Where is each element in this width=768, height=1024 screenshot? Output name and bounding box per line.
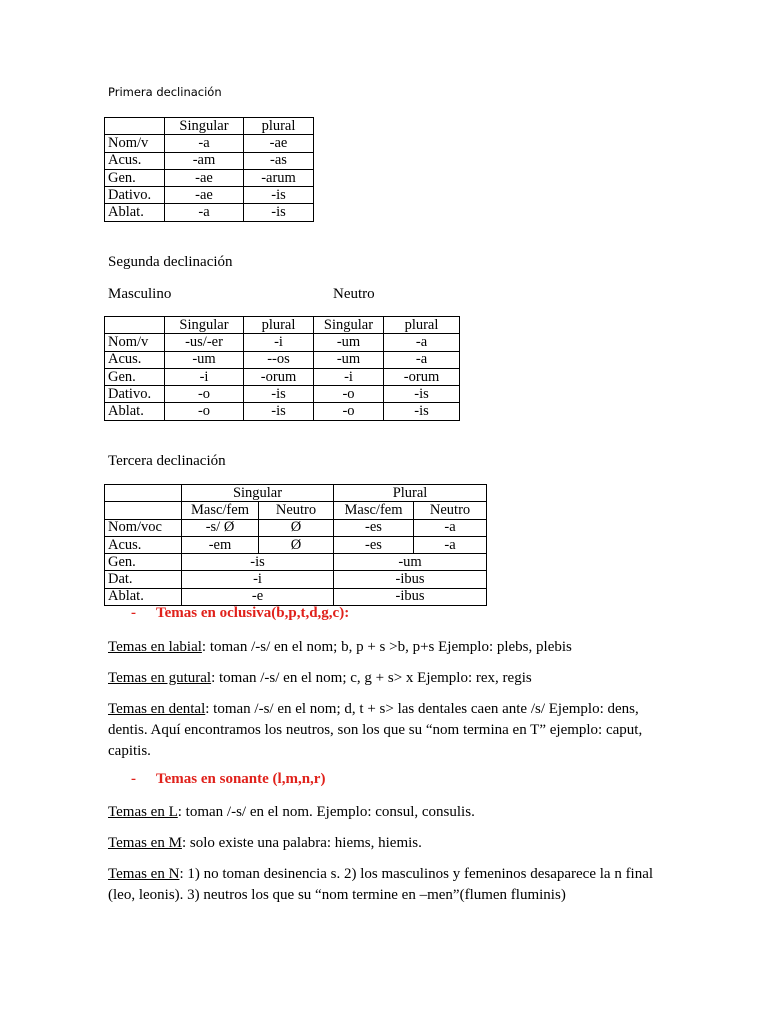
- table-cell: -um: [165, 351, 244, 368]
- table-cell: -ibus: [334, 571, 487, 588]
- table-cell: -e: [182, 588, 334, 605]
- table-cell: -um: [314, 351, 384, 368]
- table-cell: -i: [182, 571, 334, 588]
- masculino-label: Masculino: [108, 286, 172, 302]
- table-header-row: [105, 502, 487, 519]
- paragraph-gutural: [108, 668, 668, 689]
- table-cell: -um: [314, 334, 384, 351]
- table-cell: Gen.: [105, 169, 165, 186]
- primera-table: [104, 117, 314, 222]
- definition: : toman /-s/ en el nom. Ejemplo: consul, consulis.: [177, 804, 475, 820]
- table-row: [105, 187, 314, 204]
- tercera-title: Tercera declinación: [108, 453, 226, 469]
- table-cell: -i: [165, 368, 244, 385]
- segunda-title: Segunda declinación: [108, 254, 233, 270]
- table-cell: Ablat.: [105, 204, 165, 221]
- paragraph-labial: [108, 637, 668, 658]
- table-cell: Acus.: [105, 536, 182, 553]
- table-cell: --os: [244, 351, 314, 368]
- table-cell: -o: [165, 386, 244, 403]
- table-row: [105, 536, 487, 553]
- table-cell: -a: [384, 334, 460, 351]
- table-row: [105, 152, 314, 169]
- table-cell: -as: [244, 152, 314, 169]
- table-row: [105, 351, 460, 368]
- definition: : toman /-s/ en el nom; b, p + s >b, p+s Ejemplo: plebs, plebis: [201, 639, 572, 655]
- table-cell: -is: [244, 204, 314, 221]
- paragraph-dental: [108, 699, 663, 762]
- table-cell: Masc/fem: [334, 502, 414, 519]
- definition: : toman /-s/ en el nom; d, t + s> las dentales caen ante /s/ Ejemplo: dens, dentis. Aquí encontramos los neutros, son los que su “nom termina en T” ejemplo: caput, capitis.: [108, 701, 643, 759]
- table-header-row: [105, 317, 460, 334]
- bullet-text: Temas en oclusiva(b,p,t,d,g,c):: [156, 605, 350, 621]
- table-cell: [105, 317, 165, 334]
- table-cell: -s/ Ø: [182, 519, 259, 536]
- table-row: [105, 554, 487, 571]
- table-cell: Acus.: [105, 152, 165, 169]
- definition: : toman /-s/ en el nom; c, g + s> x Ejemplo: rex, regis: [211, 670, 532, 686]
- table-cell: -a: [165, 204, 244, 221]
- table-cell: -a: [384, 351, 460, 368]
- bullet-oclusiva: [131, 605, 531, 625]
- table-cell: Dativo.: [105, 187, 165, 204]
- term: Temas en N: [108, 866, 180, 882]
- term: Temas en M: [108, 835, 182, 851]
- table-cell: Singular: [165, 317, 244, 334]
- table-cell: -es: [334, 519, 414, 536]
- table-cell: plural: [244, 317, 314, 334]
- table-cell: Dativo.: [105, 386, 165, 403]
- table-cell: -is: [384, 403, 460, 420]
- table-cell: -o: [314, 386, 384, 403]
- table-cell: Singular: [314, 317, 384, 334]
- table-cell: -a: [414, 536, 487, 553]
- term: Temas en dental: [108, 701, 206, 717]
- table-cell: -is: [182, 554, 334, 571]
- table-cell: Dat.: [105, 571, 182, 588]
- table-cell: -am: [165, 152, 244, 169]
- bullet-dash: -: [131, 771, 136, 787]
- table-cell: Neutro: [259, 502, 334, 519]
- table-row: [105, 519, 487, 536]
- table-cell: Neutro: [414, 502, 487, 519]
- table-row: [105, 386, 460, 403]
- table-row: [105, 368, 460, 385]
- primera-title: Primera declinación: [108, 85, 222, 99]
- paragraph-temas-n: [108, 864, 668, 906]
- table-cell: -em: [182, 536, 259, 553]
- table-cell: -i: [244, 334, 314, 351]
- table-cell: [105, 118, 165, 135]
- table-cell: Gen.: [105, 368, 165, 385]
- table-cell: -is: [384, 386, 460, 403]
- table-cell: -arum: [244, 169, 314, 186]
- table-cell: -orum: [384, 368, 460, 385]
- table-cell: -o: [165, 403, 244, 420]
- table-cell: -um: [334, 554, 487, 571]
- table-row: [105, 135, 314, 152]
- table-cell: plural: [244, 118, 314, 135]
- table-cell: Plural: [334, 485, 487, 502]
- term: Temas en gutural: [108, 670, 212, 686]
- table-cell: Nom/voc: [105, 519, 182, 536]
- table-header-row: [105, 118, 314, 135]
- table-cell: -a: [414, 519, 487, 536]
- table-cell: [105, 485, 182, 502]
- table-row: [105, 204, 314, 221]
- table-cell: Singular: [165, 118, 244, 135]
- tercera-table: [104, 484, 487, 606]
- table-header-row: [105, 485, 487, 502]
- neutro-label: Neutro: [333, 286, 375, 302]
- table-cell: -ibus: [334, 588, 487, 605]
- definition: : 1) no toman desinencia s. 2) los masculinos y femeninos desaparece la n final (leo, leonis). 3) neutros los que su “nom termine en –men”(flumen fluminis): [108, 866, 654, 903]
- table-row: [105, 571, 487, 588]
- table-cell: [105, 502, 182, 519]
- segunda-table: [104, 316, 460, 421]
- bullet-text: Temas en sonante (l,m,n,r): [156, 771, 326, 787]
- table-cell: Ø: [259, 536, 334, 553]
- table-cell: -is: [244, 187, 314, 204]
- table-cell: -ae: [244, 135, 314, 152]
- table-cell: -es: [334, 536, 414, 553]
- table-cell: -ae: [165, 169, 244, 186]
- table-cell: -o: [314, 403, 384, 420]
- paragraph-temas-m: [108, 833, 668, 854]
- table-cell: Nom/v: [105, 334, 165, 351]
- term: Temas en L: [108, 804, 178, 820]
- table-cell: -orum: [244, 368, 314, 385]
- table-row: [105, 403, 460, 420]
- table-cell: Ablat.: [105, 588, 182, 605]
- table-cell: Acus.: [105, 351, 165, 368]
- table-cell: -i: [314, 368, 384, 385]
- table-cell: Singular: [182, 485, 334, 502]
- table-cell: Gen.: [105, 554, 182, 571]
- table-cell: Ablat.: [105, 403, 165, 420]
- table-cell: plural: [384, 317, 460, 334]
- table-cell: Ø: [259, 519, 334, 536]
- paragraph-temas-l: [108, 802, 668, 823]
- table-cell: Masc/fem: [182, 502, 259, 519]
- table-cell: -is: [244, 403, 314, 420]
- bullet-sonante: [131, 771, 531, 791]
- table-cell: -a: [165, 135, 244, 152]
- table-cell: Nom/v: [105, 135, 165, 152]
- table-row: [105, 588, 487, 605]
- table-cell: -is: [244, 386, 314, 403]
- bullet-dash: -: [131, 605, 136, 621]
- table-cell: -ae: [165, 187, 244, 204]
- table-cell: -us/-er: [165, 334, 244, 351]
- term: Temas en labial: [108, 639, 202, 655]
- definition: : solo existe una palabra: hiems, hiemis.: [181, 835, 422, 851]
- table-row: [105, 334, 460, 351]
- table-row: [105, 169, 314, 186]
